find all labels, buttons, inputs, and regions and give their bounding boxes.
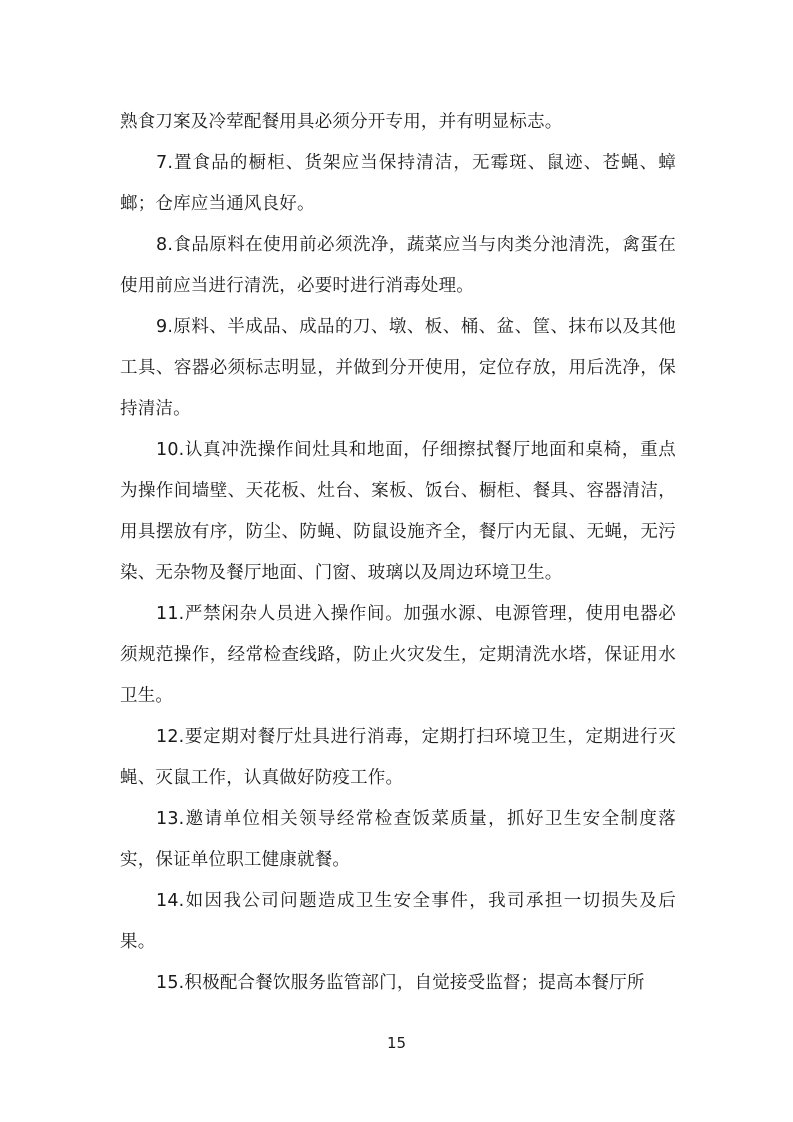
paragraph-item-8: 8.食品原料在使用前必须洗净，蔬菜应当与肉类分池清洗，禽蛋在使用前应当进行清洗，必要时进行消毒处理。 bbox=[120, 235, 676, 296]
paragraph-item-10: 10.认真冲洗操作间灶具和地面，仔细擦拭餐厅地面和桌椅，重点为操作间墙壁、天花板、灶台、案板、饭台、橱柜、餐具、容器清洁，用具摆放有序，防尘、防蝇、防鼠设施齐全，餐厅内无鼠、无蝇，无污染、无杂物及餐厅地面、门窗、玻璃以及周边环境卫生。 bbox=[120, 440, 676, 583]
paragraph-item-11: 11.严禁闲杂人员进入操作间。加强水源、电源管理，使用电器必须规范操作，经常检查线路，防止火灾发生，定期清洗水塔，保证用水卫生。 bbox=[120, 604, 676, 706]
page-number: 15 bbox=[386, 1034, 407, 1052]
paragraph-item-14: 14.如因我公司问题造成卫生安全事件，我司承担一切损失及后果。 bbox=[120, 891, 676, 952]
paragraph-item-12: 12.要定期对餐厅灶具进行消毒，定期打扫环境卫生，定期进行灭蝇、灭鼠工作，认真做好防疫工作。 bbox=[120, 727, 676, 788]
paragraph-item-13: 13.邀请单位相关领导经常检查饭菜质量，抓好卫生安全制度落实，保证单位职工健康就餐。 bbox=[120, 809, 676, 870]
paragraph-item-15: 15.积极配合餐饮服务监管部门，自觉接受监督；提高本餐厅所 bbox=[156, 973, 645, 993]
paragraph-item-7: 7.置食品的橱柜、货架应当保持清洁，无霉斑、鼠迹、苍蝇、蟑螂；仓库应当通风良好。 bbox=[120, 153, 676, 214]
paragraph-continuation: 熟食刀案及冷荤配餐用具必须分开专用，并有明显标志。 bbox=[120, 112, 563, 132]
paragraph-item-9: 9.原料、半成品、成品的刀、墩、板、桶、盆、筐、抹布以及其他工具、容器必须标志明显，并做到分开使用，定位存放，用后洗净，保持清洁。 bbox=[120, 317, 676, 419]
document-body bbox=[120, 102, 676, 1004]
